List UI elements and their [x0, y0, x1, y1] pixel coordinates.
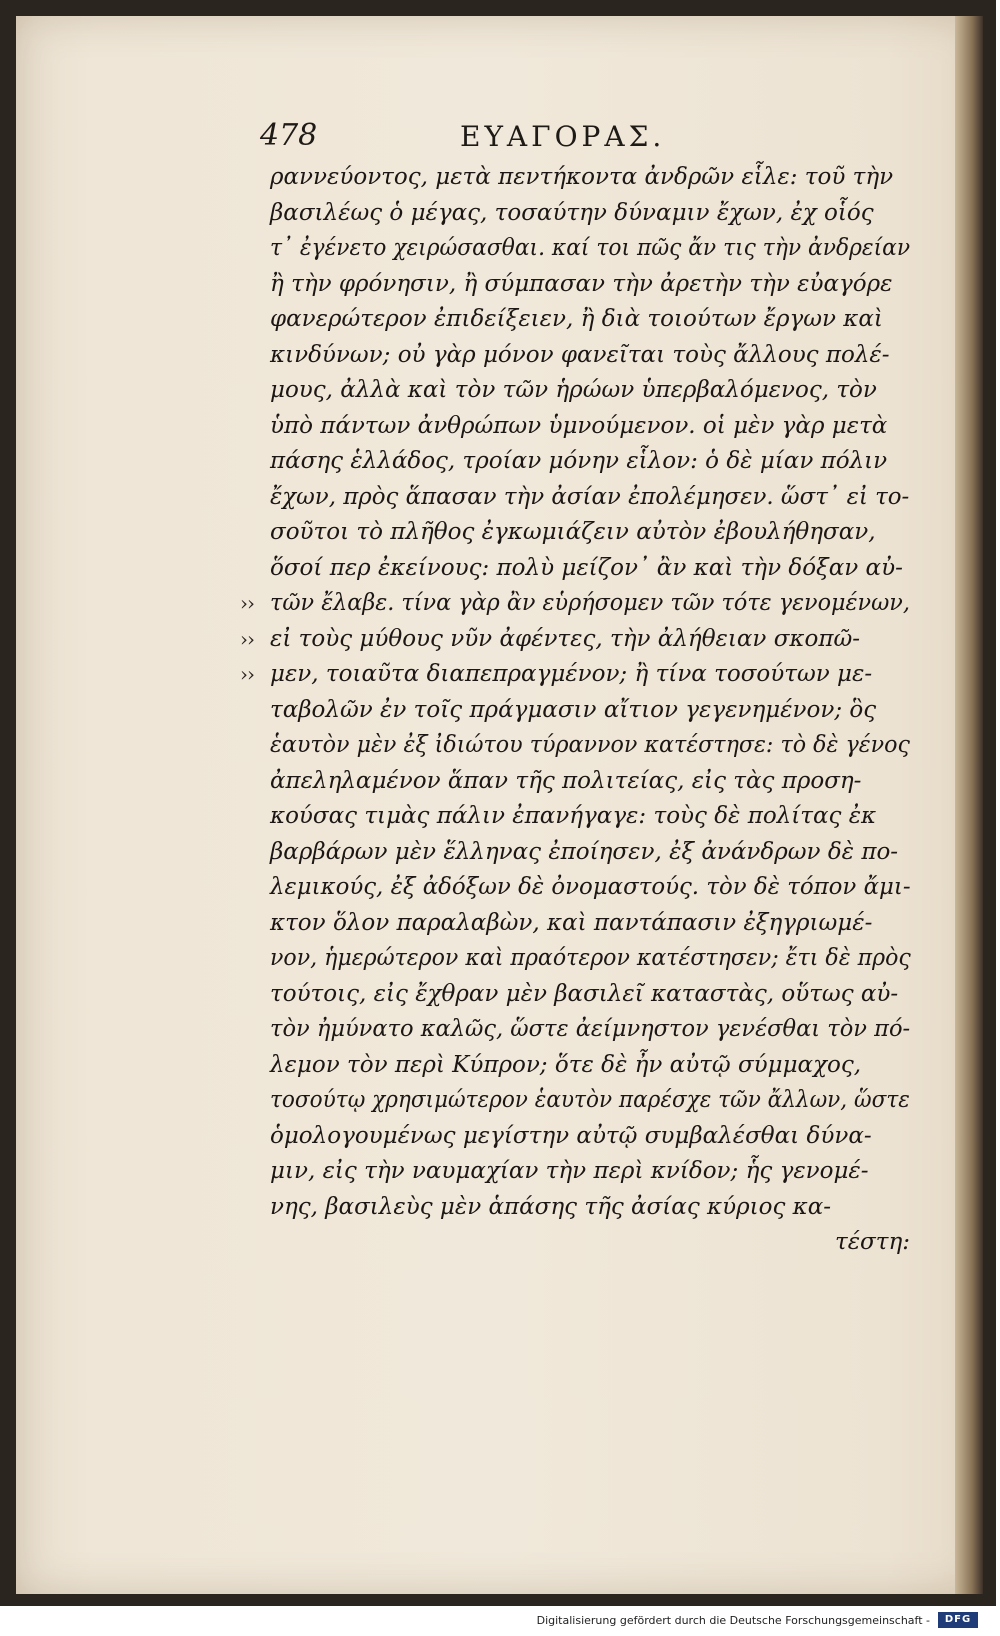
text-line: ὅσοί περ ἐκείνους: πολὺ μείζον᾽ ἂν καὶ τὴν δόξαν αὐ-: [270, 554, 903, 581]
text-line: ἔχων, πρὸς ἅπασαν τὴν ἀσίαν ἐπολέμησεν. ὥστ᾽ εἰ το-: [270, 483, 910, 510]
text-line: τούτοις, εἰς ἔχθραν μὲν βασιλεῖ καταστὰς, οὕτως αὐ-: [270, 980, 899, 1007]
marginal-quote-mark: ››: [240, 662, 254, 686]
text-line: ὁμολογουμένως μεγίστην αὐτῷ συμβαλέσθαι δύνα-: [270, 1122, 872, 1149]
page-header: [260, 118, 900, 158]
text-line: τοσούτῳ χρησιμώτερον ἑαυτὸν παρέσχε τῶν ἄλλων, ὥστε: [270, 1087, 910, 1113]
text-line: κινδύνων; οὐ γὰρ μόνον φανεῖται τοὺς ἄλλους πολέ-: [270, 341, 890, 368]
text-line: ραννεύοντος, μετὰ πεντήκοντα ἀνδρῶν εἷλε: τοῦ τὴν: [270, 164, 894, 190]
text-line: ταβολῶν ἐν τοῖς πράγμασιν αἴτιον γεγενημένον; ὃς: [270, 696, 877, 723]
text-line: νης, βασιλεὺς μὲν ἁπάσης τῆς ἀσίας κύριος κα-: [270, 1193, 832, 1220]
text-line: ›› εἰ τοὺς μύθους νῦν ἀφέντες, τὴν ἀλήθειαν σκοπῶ-: [270, 622, 910, 658]
marginal-quote-mark: ››: [240, 626, 254, 651]
text-line: νον, ἡμερώτερον καὶ πραότερον κατέστησεν; ἔτι δὲ πρὸς: [270, 945, 911, 971]
text-line: ἢ τὴν φρόνησιν, ἢ σύμπασαν τὴν ἀρετὴν τὴν εὐαγόρε: [270, 270, 893, 297]
text-line: βαρβάρων μὲν ἕλληνας ἐποίησεν, ἐξ ἀνάνδρων δὲ πο-: [270, 838, 899, 865]
funding-credit: Digitalisierung gefördert durch die Deutsche Forschungsgemeinschaft -: [536, 1614, 930, 1627]
text-line: πάσης ἑλλάδος, τροίαν μόνην εἷλον: ὁ δὲ μίαν πόλιν: [270, 448, 888, 474]
text-line: μους, ἀλλὰ καὶ τὸν τῶν ἡρώων ὑπερβαλόμενος, τὸν: [270, 377, 877, 403]
running-title: ΕΥΑΓΟΡΑΣ.: [460, 120, 666, 153]
main-text-block: [240, 160, 911, 1261]
text-line: μιν, εἰς τὴν ναυμαχίαν τὴν περὶ κνίδον; ἧς γενομέ-: [270, 1158, 869, 1184]
catchword: τέστη:: [834, 1229, 910, 1255]
text-line: ἀπεληλαμένον ἅπαν τῆς πολιτείας, εἰς τὰς προση-: [270, 767, 862, 794]
page-number: 478: [260, 118, 318, 153]
text-line: λεμικούς, ἐξ ἀδόξων δὲ ὀνομαστούς. τὸν δὲ τόπον ἄμι-: [270, 874, 911, 900]
marginal-quote-mark: ››: [240, 591, 254, 615]
text-line: ὑπὸ πάντων ἀνθρώπων ὑμνούμενον. οἱ μὲν γὰρ μετὰ: [270, 412, 888, 439]
text-line: τὸν ἠμύνατο καλῶς, ὥστε ἀείμνηστον γενέσθαι τὸν πό-: [270, 1016, 911, 1042]
text-line: ›› τῶν ἔλαβε. τίνα γὰρ ἂν εὑρήσομεν τῶν τότε γενομένων,: [270, 586, 910, 622]
text-line: λεμον τὸν περὶ Κύπρον; ὅτε δὲ ἦν αὐτῷ σύμμαχος,: [270, 1051, 862, 1078]
page-gutter-edge: [955, 16, 983, 1594]
text-line: τ᾽ ἐγένετο χειρώσασθαι. καί τοι πῶς ἄν τις τὴν ἀνδρείαν: [270, 235, 911, 261]
dfg-logo: DFG: [938, 1612, 978, 1628]
text-line: κούσας τιμὰς πάλιν ἐπανήγαγε: τοὺς δὲ πολίτας ἐκ: [270, 803, 877, 829]
text-line: κτον ὅλον παραλαβὼν, καὶ παντάπασιν ἐξηγριωμέ-: [270, 909, 873, 936]
text-line: φανερώτερον ἐπιδείξειεν, ἢ διὰ τοιούτων ἔργων καὶ: [270, 306, 883, 332]
text-line: βασιλέως ὁ μέγας, τοσαύτην δύναμιν ἔχων, ἐχ οἷός: [270, 199, 874, 226]
digitization-footer: [0, 1606, 1000, 1636]
text-line: ›› μεν, τοιαῦτα διαπεπραγμένον; ἢ τίνα τοσούτων με-: [270, 657, 910, 693]
text-line: σοῦτοι τὸ πλῆθος ἐγκωμιάζειν αὐτὸν ἐβουλήθησαν,: [270, 519, 876, 545]
text-line: ἑαυτὸν μὲν ἐξ ἰδιώτου τύραννον κατέστησε: τὸ δὲ γένος: [270, 732, 910, 758]
